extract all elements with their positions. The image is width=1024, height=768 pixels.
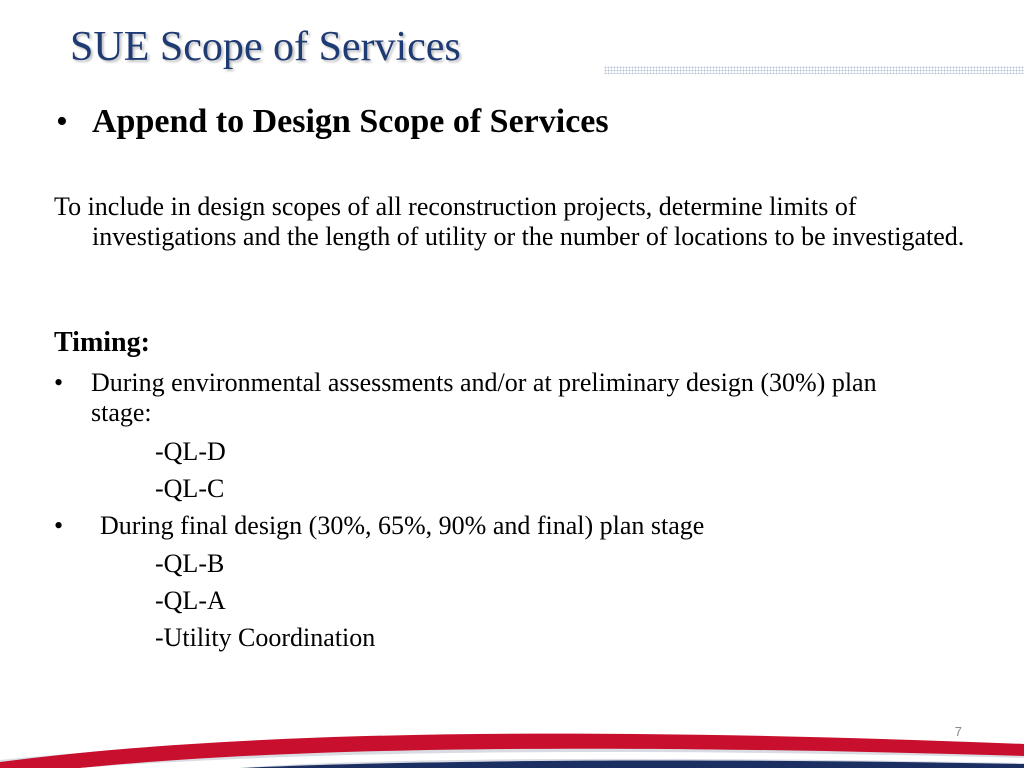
slide-title: SUE Scope of Services [70, 24, 461, 70]
timing-bullet [54, 368, 934, 428]
sub-item: -QL-A [155, 586, 226, 615]
timing-bullet-text: During final design (30%, 65%, 90% and final) plan stage [100, 511, 705, 540]
sub-item: -Utility Coordination [155, 623, 376, 652]
sub-item: -QL-C [155, 474, 225, 503]
main-bullet-text: Append to Design Scope of Services [92, 103, 609, 140]
bullet-icon: • [56, 103, 68, 140]
footer-wave-decoration [0, 700, 1024, 768]
page-number: 7 [954, 724, 962, 739]
timing-bullet-text: During environmental assessments and/or at preliminary design (30%) plan stage: [91, 368, 877, 427]
bullet-icon: • [54, 511, 64, 540]
timing-heading: Timing: [54, 327, 150, 358]
intro-paragraph: To include in design scopes of all reconstruction projects, determine limits of investigations and the length of utility or the number of locations to be investigated. [54, 192, 965, 251]
bullet-icon: • [54, 368, 64, 397]
sub-item: -QL-D [155, 437, 226, 466]
timing-bullet [54, 511, 934, 541]
sub-item: -QL-B [155, 549, 225, 578]
dotted-title-rule [604, 66, 1024, 74]
main-bullet [56, 102, 956, 143]
